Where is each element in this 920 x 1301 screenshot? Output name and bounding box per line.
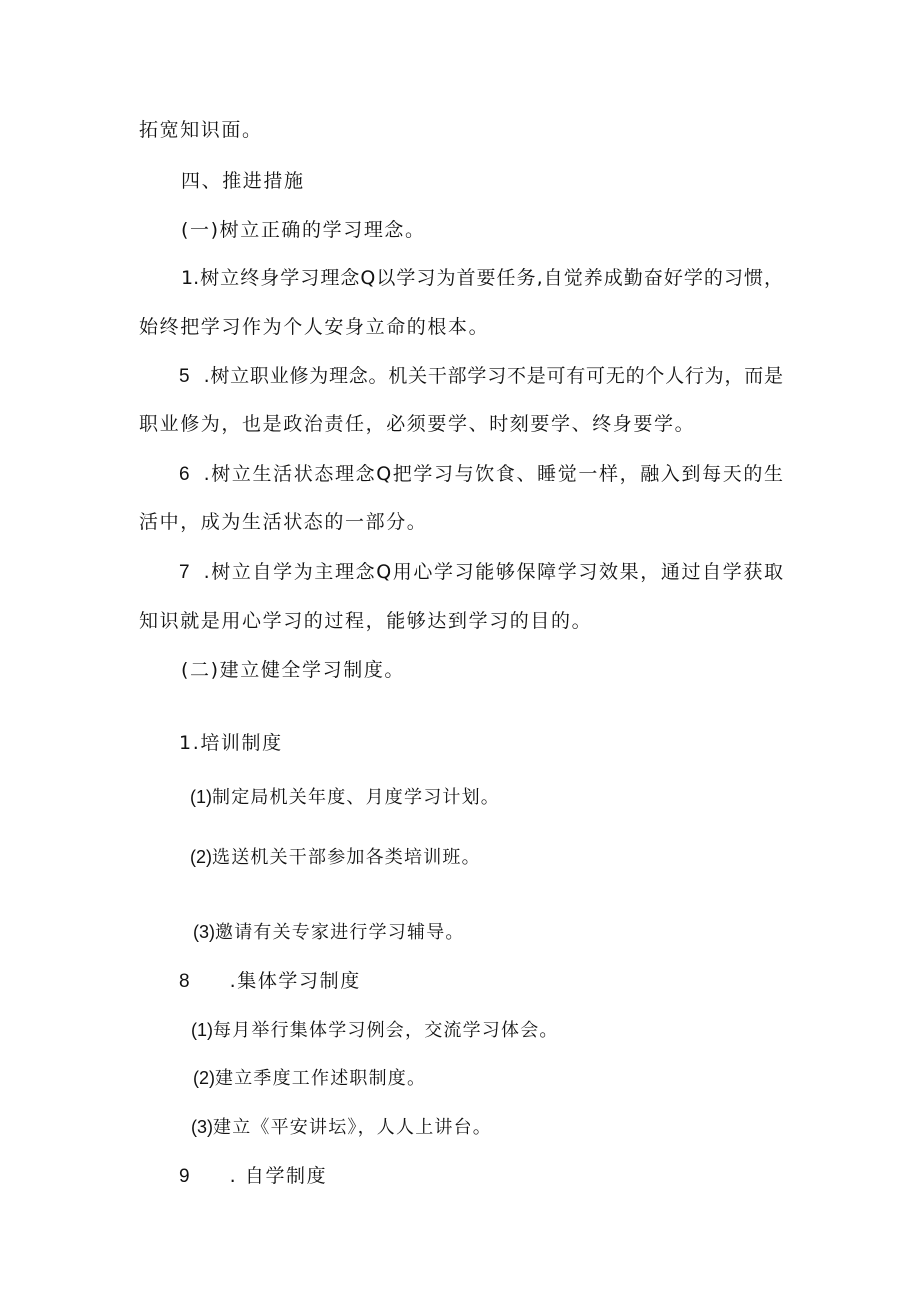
list-heading <box>179 1164 327 1189</box>
paragraph-line <box>139 510 427 534</box>
item-number: 7 <box>179 562 190 583</box>
item-number: (1) <box>191 1020 213 1040</box>
item-number: (3) <box>193 922 215 942</box>
list-item <box>193 1066 426 1091</box>
item-number: (2) <box>190 847 212 867</box>
line-text: 1.树立终身学习理念Q以学习为首要任务,自觉养成勤奋好学的习惯， <box>181 267 783 289</box>
item-number: (3) <box>191 1117 213 1137</box>
list-heading <box>179 969 361 994</box>
line-text: (二)建立健全学习制度。 <box>181 659 406 681</box>
paragraph-continuation <box>139 118 263 142</box>
list-heading <box>179 731 283 755</box>
list-item <box>191 1115 492 1140</box>
line-text: .集体学习制度 <box>229 970 361 992</box>
line-text: 每月举行集体学习例会，交流学习体会。 <box>213 1020 559 1041</box>
line-text: 1.培训制度 <box>179 732 283 754</box>
paragraph-line <box>139 412 695 436</box>
line-text: 建立季度工作述职制度。 <box>215 1068 427 1089</box>
item-number: (1) <box>190 787 212 807</box>
line-text: 知识就是用心学习的过程，能够达到学习的目的。 <box>139 610 593 632</box>
paragraph-line <box>179 364 783 389</box>
line-text: 选送机关干部参加各类培训班。 <box>212 847 481 868</box>
paragraph-line <box>179 560 783 585</box>
line-text: .树立职业修为理念。机关干部学习不是可有可无的个人行为，而是 <box>203 365 783 387</box>
line-text: .树立生活状态理念Q把学习与饮食、睡觉一样，融入到每天的生 <box>203 463 783 485</box>
subsection-heading <box>181 658 405 682</box>
list-item <box>190 785 500 810</box>
list-item <box>190 845 481 870</box>
line-text: .树立自学为主理念Q用心学习能够保障学习效果，通过自学获取 <box>203 561 783 583</box>
line-text: 四、推进措施 <box>181 170 305 192</box>
list-item <box>193 920 465 945</box>
line-text: 拓宽知识面。 <box>139 119 263 141</box>
paragraph-line <box>181 266 783 290</box>
item-number: 5 <box>179 366 190 387</box>
subsection-heading <box>181 218 426 242</box>
line-text: 始终把学习作为个人安身立命的根本。 <box>139 316 490 338</box>
line-text: 制定局机关年度、月度学习计划。 <box>212 787 500 808</box>
item-number: 8 <box>179 971 190 992</box>
line-text: . 自学制度 <box>229 1165 328 1187</box>
paragraph-line <box>139 609 592 633</box>
line-text: 邀请有关专家进行学习辅导。 <box>215 922 465 943</box>
item-number: (2) <box>193 1068 215 1088</box>
line-text: 职业修为，也是政治责任，必须要学、时刻要学、终身要学。 <box>139 413 696 435</box>
item-number: 6 <box>179 464 190 485</box>
list-item <box>191 1018 559 1043</box>
section-heading <box>181 169 305 193</box>
paragraph-line <box>179 462 783 487</box>
paragraph-line <box>139 315 489 339</box>
line-text: 建立《平安讲坛》，人人上讲台。 <box>213 1117 492 1138</box>
line-text: (一)树立正确的学习理念。 <box>181 219 426 241</box>
item-number: 9 <box>179 1166 190 1187</box>
line-text: 活中，成为生活状态的一部分。 <box>139 511 428 533</box>
